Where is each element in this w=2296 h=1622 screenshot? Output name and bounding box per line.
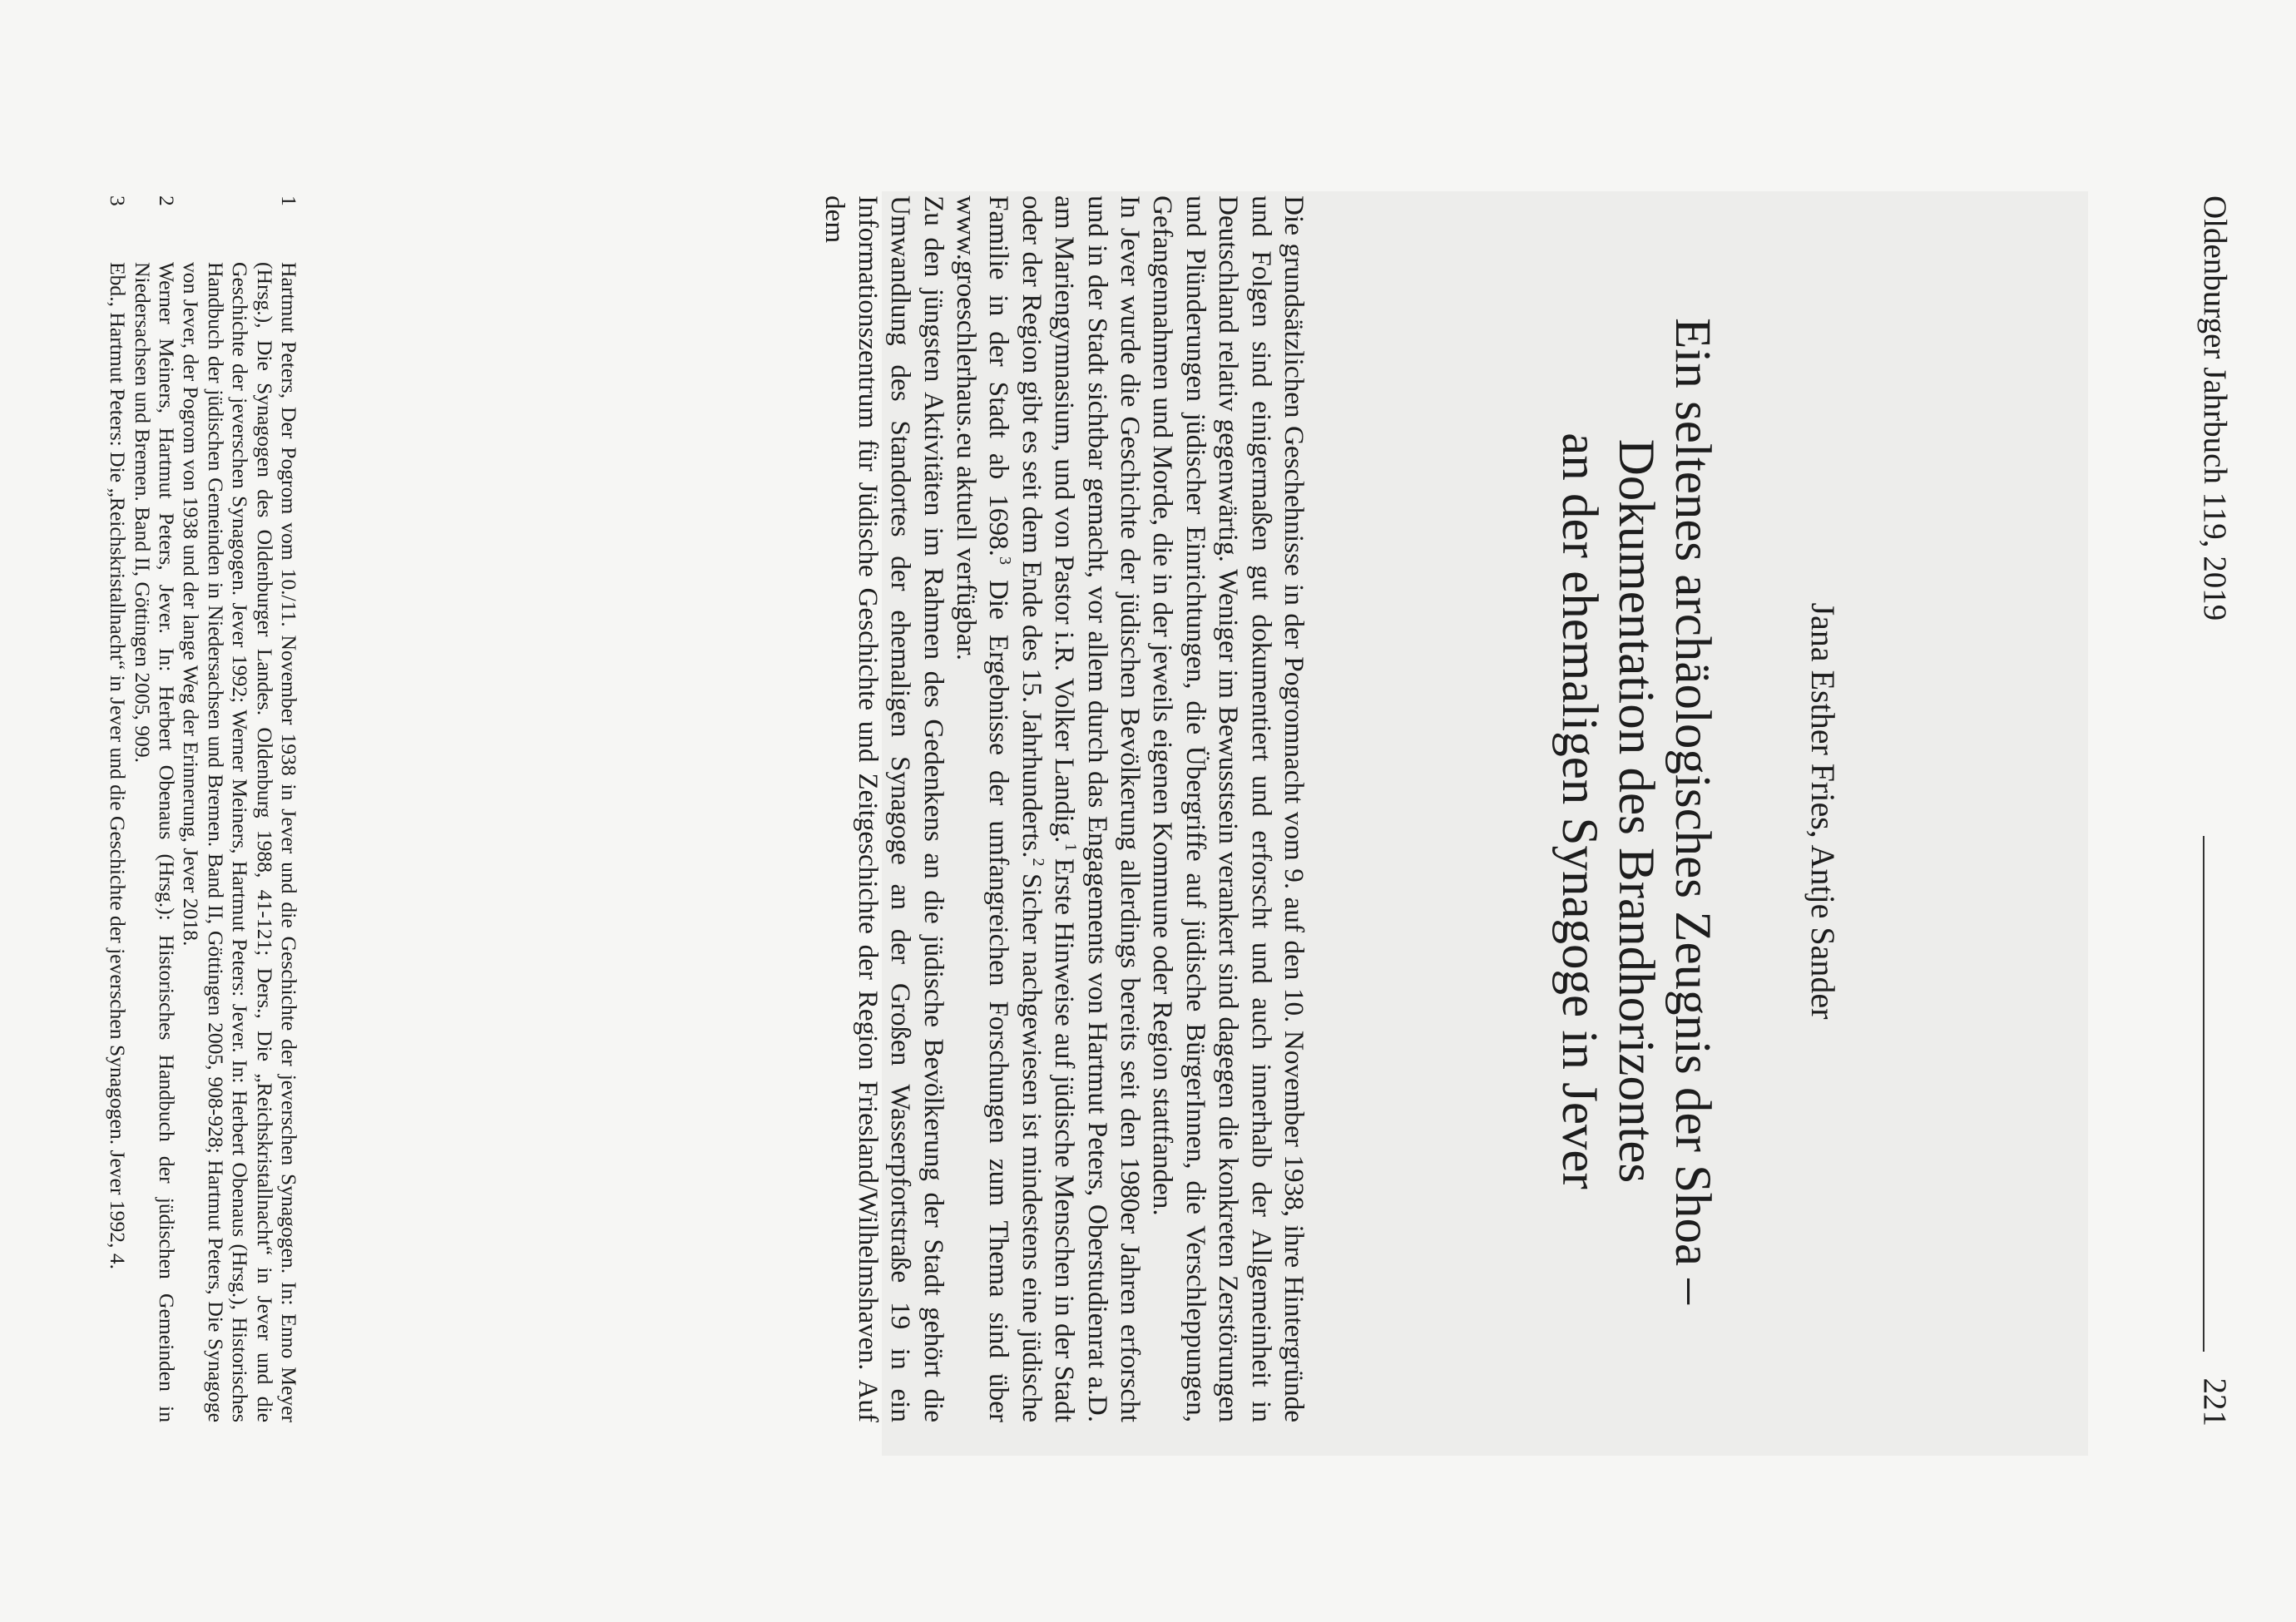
title-line: Dokumentation des Brandhorizontes [1608, 438, 1664, 1184]
footnote-text: Ebd., Hartmut Peters: Die „Reichskristallnacht“ in Jever und die Geschichte der jeverschen Synagogen. Jever 1992, 4. [106, 262, 131, 1270]
paragraph-text: In Jever wurde die Geschichte der jüdischen Bevölkerung allerdings bereits seit den 1980er Jahren erforscht und in der Stadt sichtbar gemacht, vor allem durch das Engagements von Hartmut Peters, Oberstudienrat a.D. am Mariengymnasium, und von Pastor i.R. Volker Landig. [1049, 195, 1146, 1422]
title-block [1551, 195, 1843, 1427]
footnote-number: 1 [277, 195, 301, 206]
title-line: Ein seltenes archäologisches Zeugnis der Shoa – [1665, 318, 1720, 1304]
article-authors: Jana Esther Fries, Antje Sander [1804, 602, 1842, 1020]
footnote-number: 3 [106, 195, 131, 206]
paragraph-text: Die Ergebnisse der umfangreichen Forschungen zum Thema sind über www.groeschlerhaus.eu aktuell verfügbar. [950, 195, 1015, 1422]
footnote-reference: 3 [996, 556, 1015, 565]
footnote-text: Werner Meiners, Hartmut Peters, Jever. In: Herbert Obenaus (Hrsg.): Historisches Handbuch der jüdischen Gemeinden in Niedersachsen und Bremen. Band II, Göttingen 2005, 909. [130, 262, 179, 1422]
footnote-reference: 2 [1028, 858, 1047, 867]
paragraph-text: Sicher nachgewiesen ist mindestens eine jüdische Familie in der Stadt ab 1698. [983, 195, 1047, 1422]
footnote-reference: 1 [1061, 843, 1081, 852]
body-paragraph: Die grundsätzlichen Geschehnisse in der Pogromnacht vom 9. auf den 10. November 1938, ihre Hintergründe und Folgen sind einigermaßen gut dokumentiert und erforscht und auch innerhalb der Allgemeinheit in Deutschland relativ gegenwärtig. Weniger im Bewusstsein verankert sind dagegen die konkreten Zerstörungen und Plünderungen jüdischer Einrichtungen, die Übergriffe auf jüdische BürgerInnen, die Verschleppungen, Gefangennahmen und Morde, die in der jeweils eigenen Kommune oder Region stattfanden. [1147, 195, 1309, 1422]
journal-title: Oldenburger Jahrbuch 119, 2019 [2197, 195, 2233, 621]
article-body [819, 195, 1310, 1422]
body-paragraph [950, 195, 1146, 1422]
title-line: an der ehemaligen Synagoge in Jever [1551, 433, 1607, 1189]
footnotes [106, 195, 301, 1422]
footnote-text: Hartmut Peters, Der Pogrom vom 10./11. November 1938 in Jever und die Geschichte der jeverschen Synagogen. In: Enno Meyer (Hrsg.), Die Synagogen des Oldenburger Landes. Oldenburg 1988, 41-121; Ders., Die „Reichskristallnacht“ in Jever und die Geschichte der jeverschen Synagogen. Jever 1992; Werner Meiners, Hartmut Peters: Jever. In: Herbert Obenaus (Hrsg.), Historisches Handbuch der jüdischen Gemeinden in Niedersachsen und Bremen. Band II, Göttingen 2005, 908-928; Hartmut Peters, Die Synagoge von Jever, der Pogrom von 1938 und der lange Weg der Erinnerung, Jever 2018. [179, 262, 301, 1422]
footnote [179, 195, 301, 1422]
body-paragraph: Zu den jüngsten Aktivitäten im Rahmen des Gedenkens an die jüdische Bevölkerung der Stadt gehört die Umwandlung des Standortes der ehemaligen Synagoge an der Großen Wasserpfortstraße 19 in ein Informationszentrum für Jüdische Geschichte und Zeitgeschichte der Region Friesland/Wilhelmshaven. Auf dem [819, 195, 949, 1422]
page-number: 221 [2197, 1377, 2233, 1427]
running-header [2184, 195, 2234, 1427]
footnote [130, 195, 179, 1422]
article-title [1551, 195, 1720, 1427]
paragraph-text: Erste Hinweise auf jüdische Menschen in der Stadt oder der Region gibt es seit dem Ende des 15. Jahrhunderts. [1016, 195, 1081, 1422]
footnote [106, 195, 130, 1422]
header-rule [2203, 836, 2204, 1352]
footnote-number: 2 [154, 195, 179, 206]
